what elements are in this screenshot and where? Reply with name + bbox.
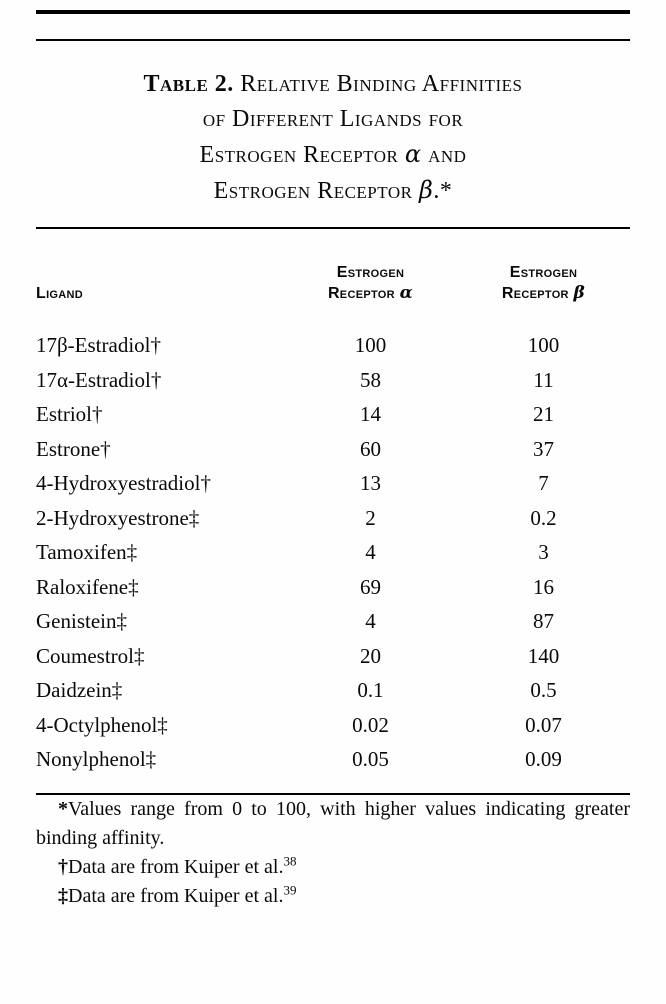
er-beta-value-cell: 37 [533,436,554,461]
er-beta-value-cell: 3 [538,540,549,564]
er-alpha-value-cell: 2 [365,505,376,530]
footnote-dagger-marker: † [58,855,68,878]
er-beta-value-cell: 16 [533,574,554,599]
table-row [36,742,630,777]
er-beta-value-cell: 21 [533,402,554,426]
er-alpha-value-cell: 58 [360,367,381,392]
er-beta-value-cell: 11 [533,367,554,392]
ligand-cell: Raloxifene‡ [36,574,139,599]
table-header [36,229,630,328]
table-title [36,67,630,209]
er-beta-value-cell: 0.07 [525,712,562,737]
er-alpha-value-cell: 0.05 [352,747,389,771]
title-line-2: of Different Ligands for [202,106,464,132]
beta-symbol: β [573,283,586,303]
table-row [36,501,630,536]
table-row [36,466,630,501]
title-line3-text: Estrogen Receptor [199,142,405,168]
ligand-cell: Tamoxifen‡ [36,540,138,564]
title-line4-suffix: .* [433,178,453,204]
footnote-double-dagger [36,882,630,911]
top-rule-thin [36,39,630,41]
ligand-cell: Nonylphenol‡ [36,747,157,771]
ligand-cell: Daidzein‡ [36,678,123,702]
er-beta-header-line2: Receptor [501,285,574,302]
table-row [36,535,630,570]
table-body [36,328,630,777]
alpha-symbol: α [399,283,414,303]
ligand-cell: Estriol† [36,402,103,426]
table-row [36,570,630,605]
title-line-4 [36,173,630,209]
table-row [36,639,630,674]
er-alpha-column-header [284,229,457,328]
er-beta-header-line1: Estrogen [509,264,578,281]
table-row [36,397,630,432]
table-number-label: Table 2. [143,71,234,97]
table-row [36,432,630,467]
er-alpha-header-line2: Receptor [327,285,400,302]
ligand-cell: Coumestrol‡ [36,643,145,668]
alpha-symbol: α [404,140,422,168]
footnote-star-text: Values range from 0 to 100, with higher values indicating greater binding affinity. [36,797,630,849]
title-line4-text: Estrogen Receptor [213,178,419,204]
er-beta-value-cell: 87 [533,609,554,633]
er-alpha-value-cell: 69 [360,574,381,599]
binding-affinities-table [36,229,630,777]
ligand-cell: Estrone† [36,436,111,461]
er-beta-value-cell: 0.09 [525,747,562,771]
table-row [36,708,630,743]
ligand-cell: Genistein‡ [36,609,127,633]
top-rule-thick [36,10,630,14]
er-beta-value-cell: 0.2 [530,505,557,530]
ligand-column-header: Ligand [36,285,84,302]
beta-symbol: β [418,176,434,204]
reference-number-39: 39 [283,881,297,897]
title-line-1 [36,67,630,102]
footnote-star [36,795,630,853]
title-line-3 [36,137,630,173]
er-alpha-value-cell: 4 [365,609,376,633]
footnote-double-dagger-text: Data are from Kuiper et al. [68,884,284,907]
er-beta-value-cell: 0.5 [530,678,557,702]
er-alpha-value-cell: 4 [365,540,376,564]
footnote-star-marker: * [58,797,68,820]
title-line1-text: Relative Binding Affinities [240,71,523,97]
header-row [36,229,630,328]
er-alpha-value-cell: 100 [354,333,387,357]
er-beta-value-cell: 7 [538,471,549,495]
er-alpha-value-cell: 13 [360,471,381,495]
footnote-dagger [36,853,630,882]
er-alpha-value-cell: 0.02 [352,712,389,737]
footnote-dagger-text: Data are from Kuiper et al. [68,855,284,878]
ligand-cell: 17β-Estradiol† [36,333,161,357]
er-alpha-value-cell: 20 [360,643,381,668]
er-beta-value-cell: 100 [527,333,560,357]
er-alpha-value-cell: 14 [360,402,381,426]
er-alpha-value-cell: 60 [360,436,381,461]
er-alpha-header-line1: Estrogen [336,264,405,281]
footnote-double-dagger-marker: ‡ [58,884,68,907]
title-line3-suffix: and [421,142,467,168]
ligand-cell: 4-Hydroxyestradiol† [36,471,211,495]
table-row [36,604,630,639]
table-row [36,673,630,708]
er-beta-value-cell: 140 [527,643,560,668]
ligand-cell: 17α-Estradiol† [36,367,162,392]
ligand-cell: 2-Hydroxyestrone‡ [36,505,200,530]
er-alpha-value-cell: 0.1 [357,678,384,702]
er-beta-column-header [457,229,630,328]
ligand-cell: 4-Octylphenol‡ [36,712,168,737]
table-row [36,328,630,363]
table-row [36,363,630,398]
reference-number-38: 38 [283,852,297,868]
